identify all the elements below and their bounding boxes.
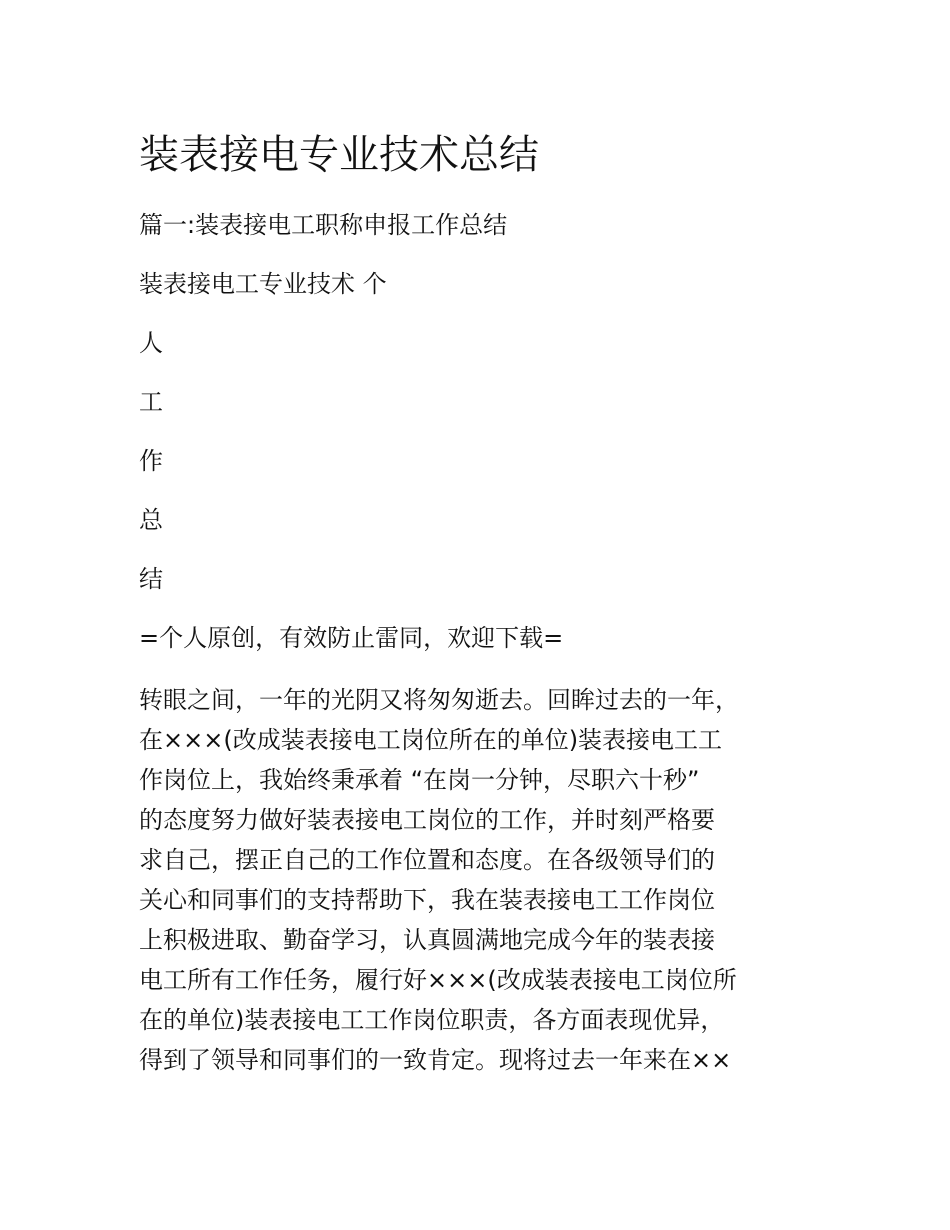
text-line: 总 (139, 506, 163, 534)
text-line: 作 (139, 447, 163, 475)
body-line: 上积极进取、勤奋学习，认真圆满地完成今年的装表接 (139, 926, 715, 954)
text-line: 人 (139, 329, 163, 357)
body-line: 作岗位上，我始终秉承着 “在岗一分钟，尽职六十秒” (139, 766, 700, 794)
body-line: 得到了领导和同事们的一致肯定。现将过去一年来在×× (139, 1046, 732, 1074)
body-line: 电工所有工作任务，履行好×××(改成装表接电工岗位所 (139, 966, 737, 994)
notice-line: =个人原创，有效防止雷同，欢迎下载= (139, 624, 564, 652)
body-line: 在×××(改成装表接电工岗位所在的单位)装表接电工工 (139, 726, 723, 754)
text-line: 工 (139, 388, 163, 416)
text-line: 装表接电工专业技术 个 (139, 270, 387, 298)
body-line: 的态度努力做好装表接电工岗位的工作，并时刻严格要 (139, 806, 715, 834)
body-line: 转眼之间，一年的光阴又将匆匆逝去。回眸过去的一年， (139, 686, 739, 714)
body-line: 在的单位)装表接电工工作岗位职责，各方面表现优异， (139, 1006, 725, 1034)
text-line: 结 (139, 565, 163, 593)
subtitle-line: 篇一:装表接电工职称申报工作总结 (139, 211, 508, 239)
body-line: 求自己，摆正自己的工作位置和态度。在各级领导们的 (139, 846, 715, 874)
document-title: 装表接电专业技术总结 (139, 132, 539, 178)
body-line: 关心和同事们的支持帮助下，我在装表接电工工作岗位 (139, 886, 715, 914)
